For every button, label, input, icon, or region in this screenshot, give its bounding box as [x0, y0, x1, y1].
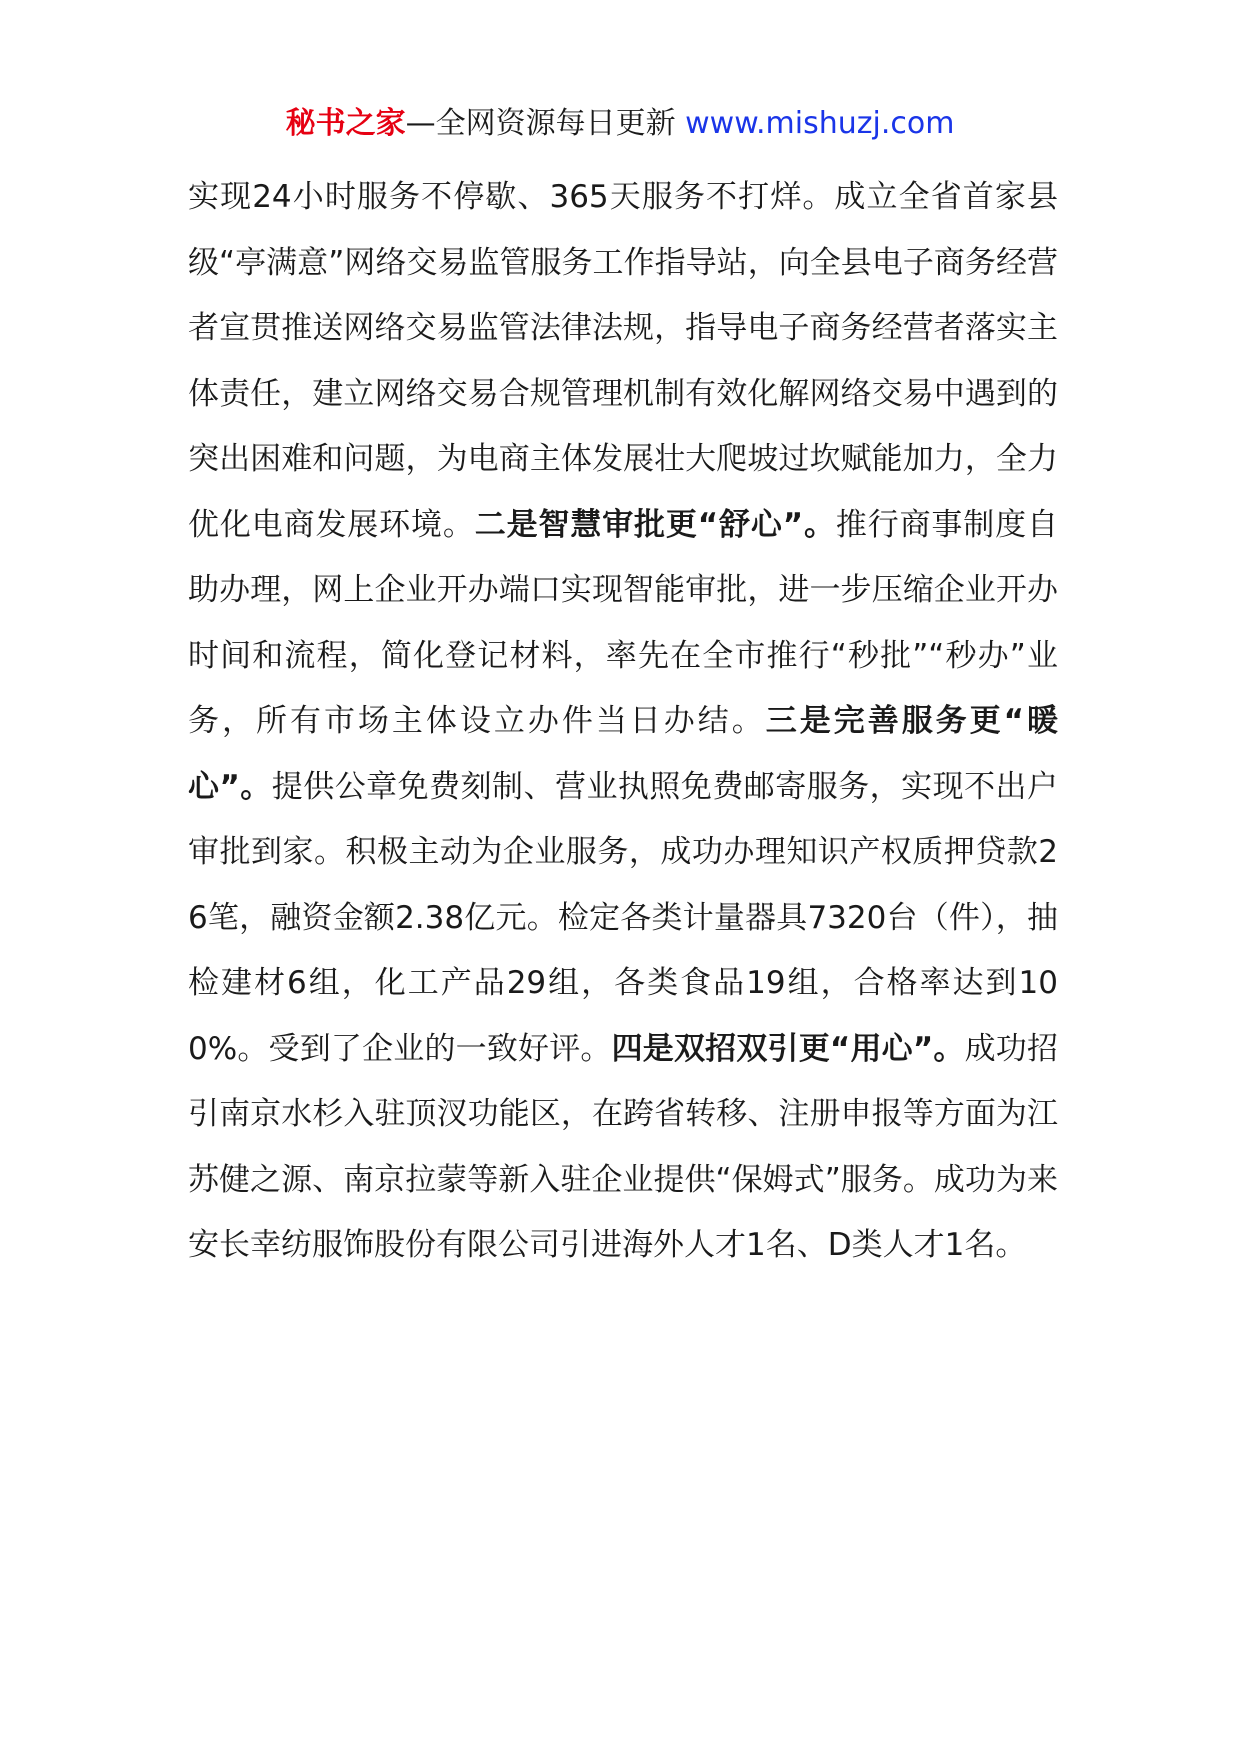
paragraph-segment-3: 提供公章免费刻制、营业执照免费邮寄服务，实现不出户审批到家。积极主动为企业服务，成功办理知识产权质押贷款26笔，融资金额2.38亿元。检定各类计量器具7320台（件），抽检建材6组，化工产品29组，各类食品19组，合格率达到100%。受到了企业的一致好评。: [188, 768, 1059, 1067]
paragraph-segment-4: 成功招引南京水杉入驻顶汊功能区，在跨省转移、注册申报等方面为江苏健之源、南京拉蒙等新入驻企业提供“保姆式”服务。成功为来安长幸纺服饰股份有限公司引进海外人才1名、D类人才1名。: [188, 1030, 1058, 1263]
site-url-link[interactable]: www.mishuzj.com: [685, 106, 955, 141]
paragraph-segment-1: 实现24小时服务不停歇、365天服务不打烊。成立全省首家县级“亭满意”网络交易监管服务工作指导站，向全县电子商务经营者宣贯推送网络交易监管法律法规，指导电子商务经营者落实主体责任，建立网络交易合规管理机制有效化解网络交易中遇到的突出困难和问题，为电商主体发展壮大爬坡过坎赋能加力，全力优化电商发展环境。: [188, 179, 1058, 543]
body-paragraph: [188, 165, 1058, 1279]
paragraph-segment-2: 推行商事制度自助办理，网上企业开办端口实现智能审批，进一步压缩企业开办时间和流程，简化登记材料，率先在全市推行“秒批”“秒办”业务，所有市场主体设立办件当日办结。: [188, 506, 1059, 739]
point-heading-4: 四是双招双引更“用心”。: [611, 1030, 965, 1067]
point-heading-2: 二是智慧审批更“舒心”。: [474, 506, 836, 543]
point-heading-3: 三是完善服务更“暖心”。: [188, 703, 1059, 805]
brand-name: 秘书之家: [285, 106, 406, 141]
header-tagline: —全网资源每日更新: [405, 106, 676, 141]
page-header: [0, 100, 1240, 148]
